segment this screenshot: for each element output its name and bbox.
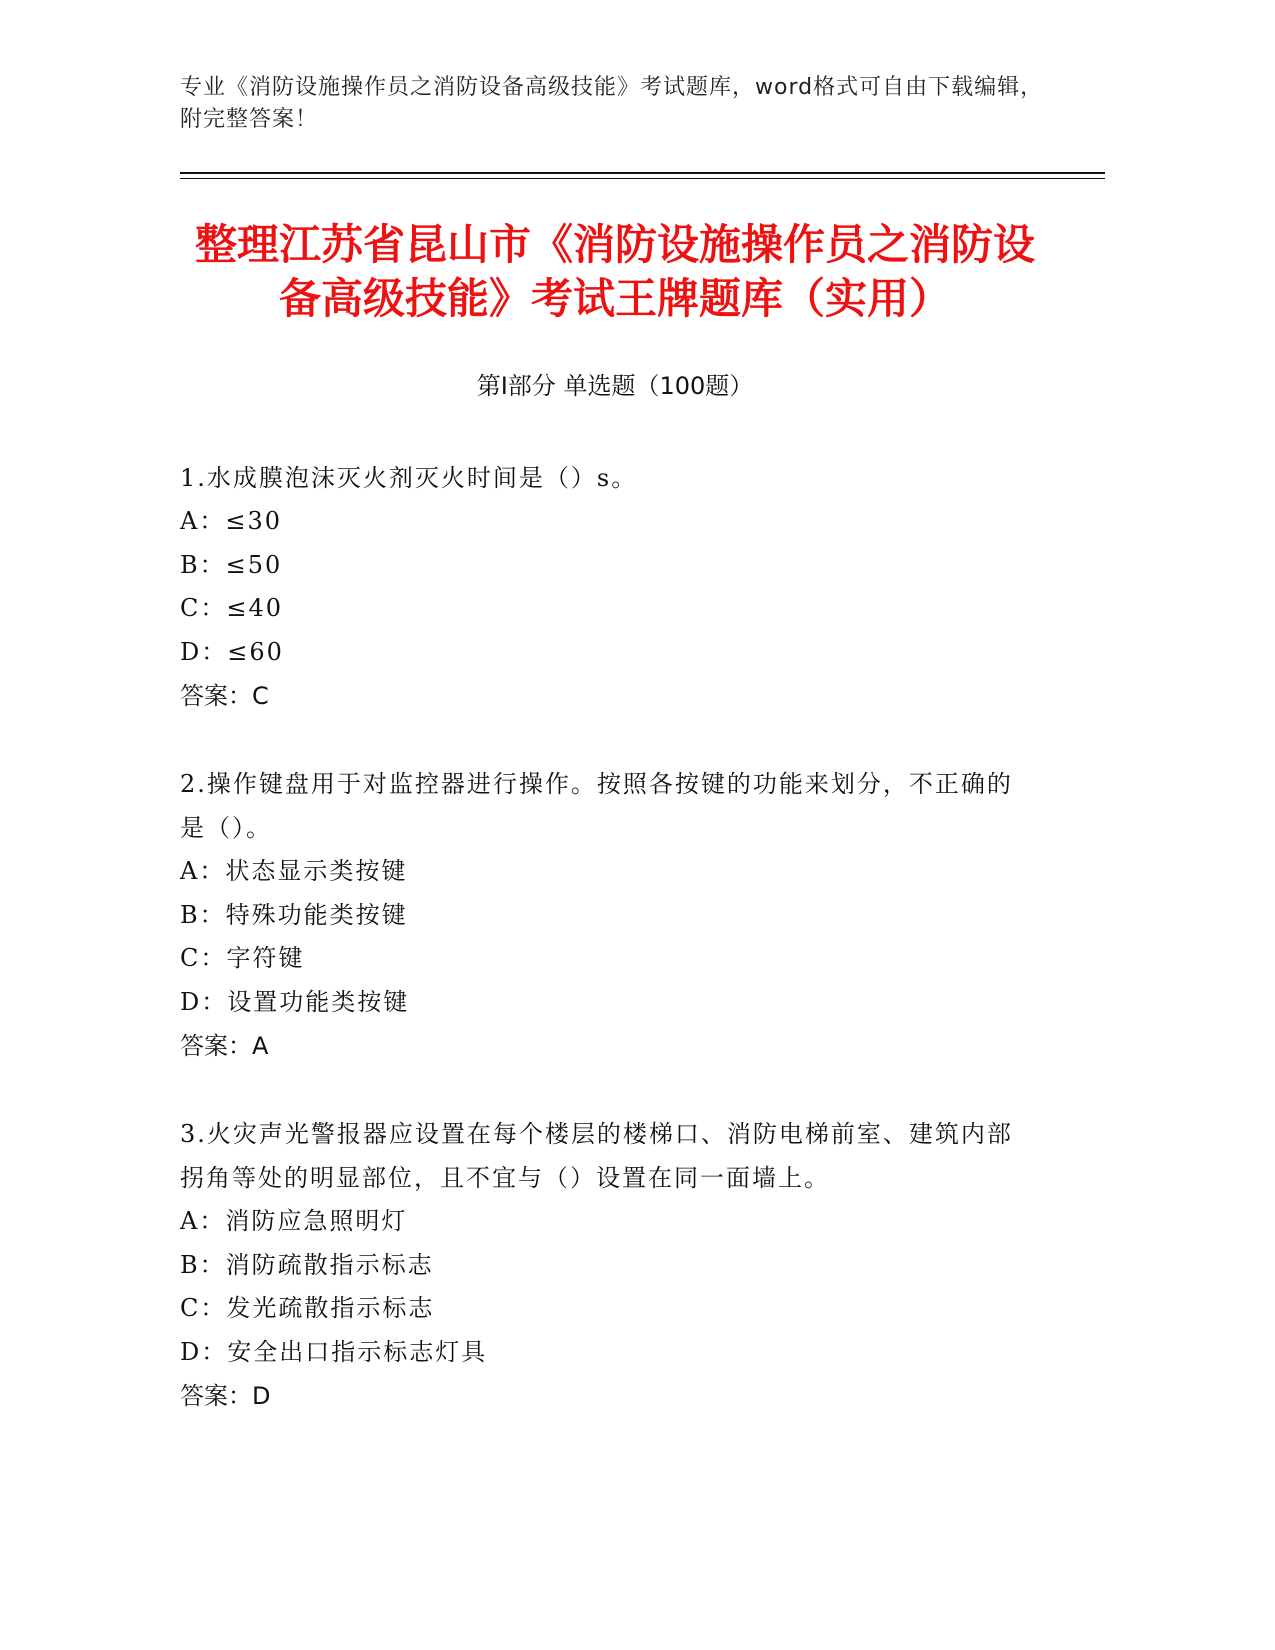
option-b: B：≤50 xyxy=(180,550,283,579)
answer: 答案：D xyxy=(180,1382,271,1410)
answer: 答案：C xyxy=(180,682,269,710)
question-3 xyxy=(180,1112,1020,1418)
option-a: A：消防应急照明灯 xyxy=(180,1207,408,1235)
header-divider-top xyxy=(180,172,1105,174)
option-c: C：≤40 xyxy=(180,594,284,622)
option-d: D：≤60 xyxy=(180,637,284,666)
question-2 xyxy=(180,762,1020,1068)
question-stem: 1.水成膜泡沫灭火剂灭火时间是（）s。 xyxy=(180,464,638,492)
question-1 xyxy=(180,456,1020,718)
option-d: D：安全出口指示标志灯具 xyxy=(180,1337,488,1366)
header-divider-bottom xyxy=(180,178,1105,179)
option-c: C：发光疏散指示标志 xyxy=(180,1294,435,1322)
header-note: 专业《消防设施操作员之消防设备高级技能》考试题库，word格式可自由下载编辑，附完整答案！ xyxy=(180,75,1044,132)
section-title: 第Ⅰ部分 单选题（100题） xyxy=(476,372,754,400)
answer: 答案：A xyxy=(180,1032,269,1060)
option-a: A：≤30 xyxy=(180,507,282,535)
option-a: A：状态显示类按键 xyxy=(180,857,408,885)
question-list xyxy=(180,456,1020,1462)
option-b: B：特殊功能类按键 xyxy=(180,900,408,929)
document-title: 整理江苏省昆山市《消防设施操作员之消防设备高级技能》考试王牌题库（实用） xyxy=(194,220,1035,323)
question-stem: 3.火灾声光警报器应设置在每个楼层的楼梯口、消防电梯前室、建筑内部拐角等处的明显部位，且不宜与（）设置在同一面墙上。 xyxy=(180,1120,1013,1192)
option-b: B：消防疏散指示标志 xyxy=(180,1250,434,1279)
question-stem: 2.操作键盘用于对监控器进行操作。按照各按键的功能来划分，不正确的是（）。 xyxy=(180,770,1013,842)
option-c: C：字符键 xyxy=(180,944,305,972)
option-d: D：设置功能类按键 xyxy=(180,987,410,1016)
